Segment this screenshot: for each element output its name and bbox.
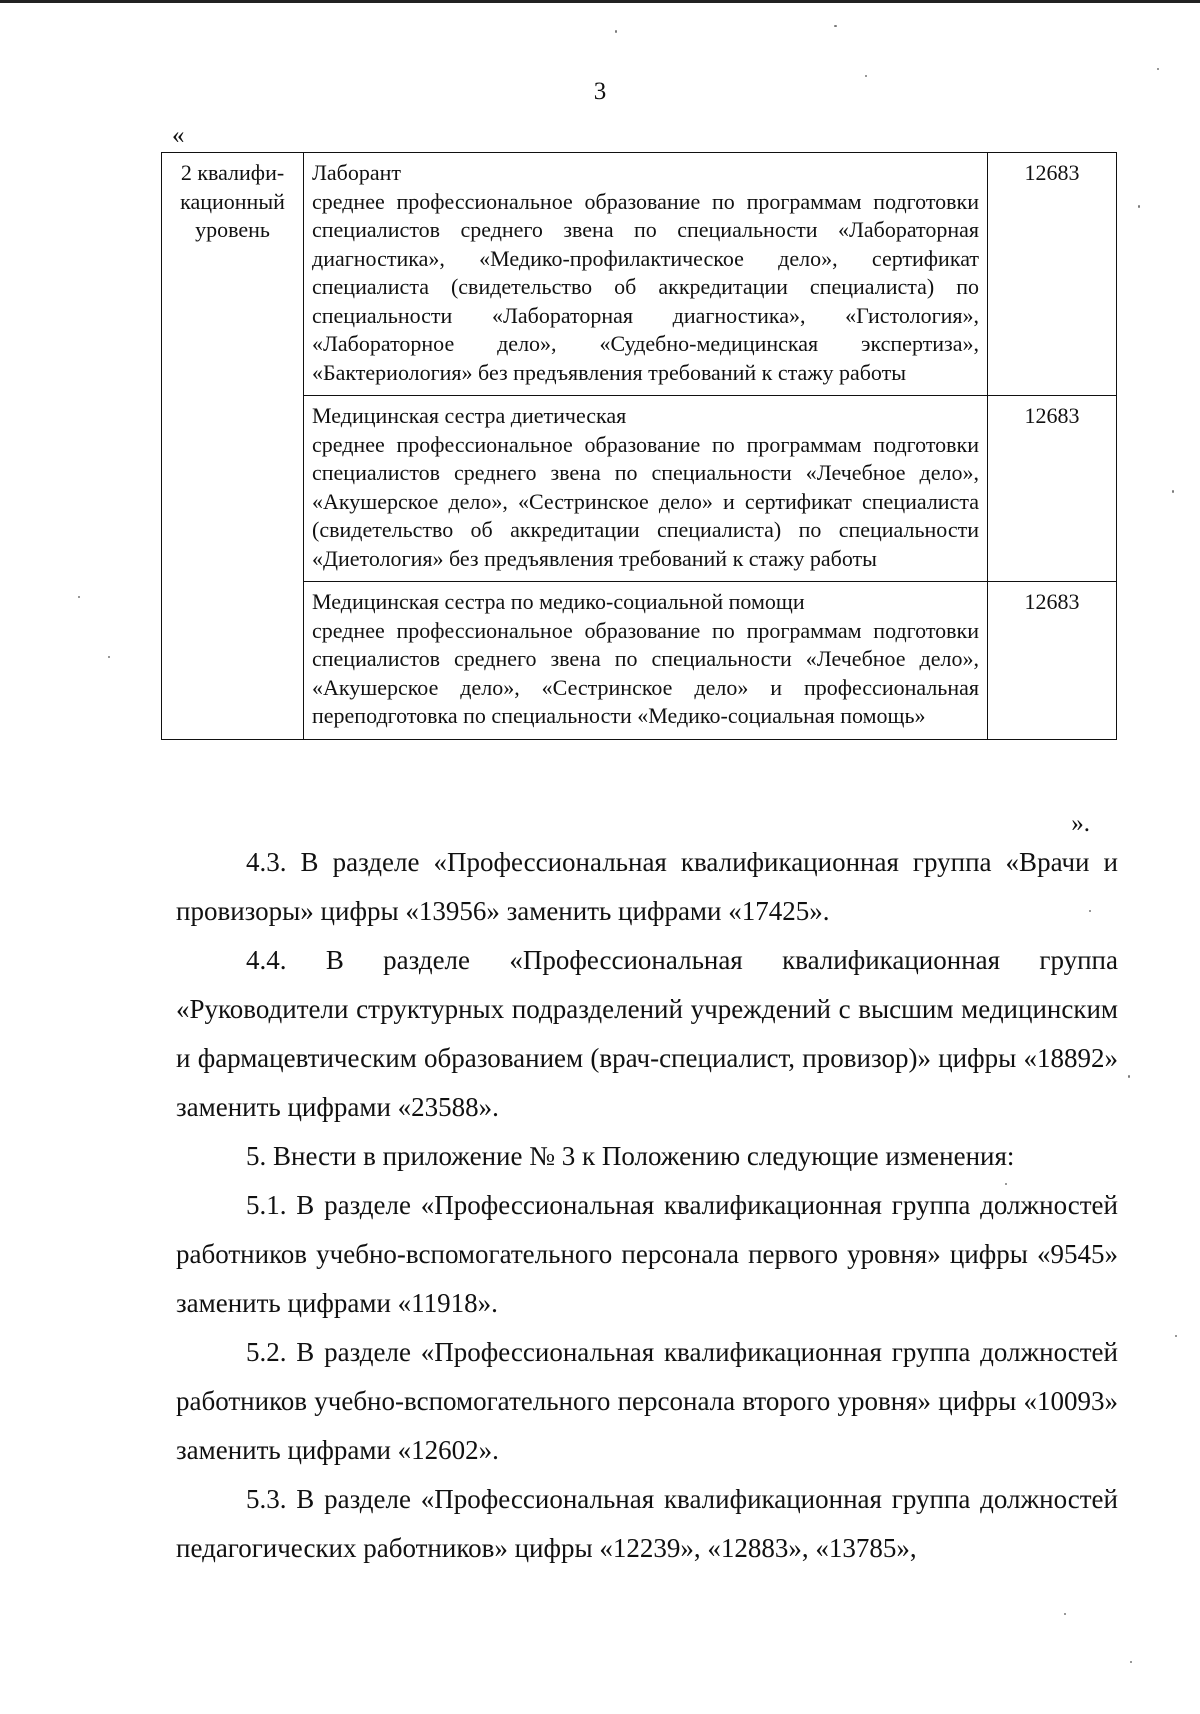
scan-speck	[615, 30, 617, 33]
scan-speck	[78, 596, 80, 598]
position-description-cell	[304, 396, 988, 582]
qualification-level-cell: 2 квалифи-кационный уровень	[162, 153, 304, 740]
scan-speck	[834, 25, 837, 27]
position-requirements: среднее профессиональное образование по программам подготовки специалистов среднего звена по специальности «Лабораторная диагностика», «Медико-профилактическое дело», сертификат специалиста (свидетельство об аккредитации специалиста) по специальности «Лабораторная диагностика», «Гистология», «Лабораторное дело», «Судебно-медицинская экспертиза», «Бактериология» без предъявления требований к стажу работы	[312, 188, 979, 385]
scan-speck	[1064, 1613, 1066, 1615]
position-description-cell	[304, 582, 988, 740]
salary-amount-cell: 12683	[988, 582, 1117, 740]
table-row	[162, 582, 1117, 740]
closing-quote-mark: ».	[1071, 810, 1090, 837]
scan-speck	[1157, 68, 1159, 70]
salary-amount-cell: 12683	[988, 153, 1117, 396]
document-body	[176, 838, 1118, 1573]
paragraph-5-2: 5.2. В разделе «Профессиональная квалификационная группа должностей работников учебно-вспомогательного персонала второго уровня» цифры «10093» заменить цифрами «12602».	[176, 1337, 1118, 1465]
scan-speck	[1089, 910, 1091, 912]
position-title: Лаборант	[312, 160, 402, 185]
table-row	[162, 153, 1117, 396]
scan-speck	[1172, 490, 1174, 493]
scan-speck	[1128, 1075, 1130, 1078]
position-title: Медицинская сестра по медико-социальной помощи	[312, 589, 805, 614]
position-requirements: среднее профессиональное образование по программам подготовки специалистов среднего звена по специальности «Лечебное дело», «Акушерское дело», «Сестринское дело» и профессиональная переподготовка по специальности «Медико-социальная помощь»	[312, 617, 979, 728]
scan-speck	[1175, 1335, 1177, 1337]
paragraph-5-3: 5.3. В разделе «Профессиональная квалификационная группа должностей педагогических работников» цифры «12239», «12883», «13785»,	[176, 1484, 1118, 1563]
paragraph-5-1: 5.1. В разделе «Профессиональная квалификационная группа должностей работников учебно-вспомогательного персонала первого уровня» цифры «9545» заменить цифрами «11918».	[176, 1190, 1118, 1318]
page-number: 3	[593, 78, 607, 105]
scan-top-edge	[0, 0, 1200, 3]
position-requirements: среднее профессиональное образование по программам подготовки специалистов среднего звена по специальности «Лечебное дело», «Акушерское дело», «Сестринское дело» и сертификат специалиста (свидетельство об аккредитации специалиста) по специальности «Диетология» без предъявления требований к стажу работы	[312, 431, 979, 571]
position-description-cell	[304, 153, 988, 396]
scan-speck	[865, 75, 867, 77]
qualification-table	[161, 152, 1117, 740]
scan-speck	[108, 656, 110, 658]
salary-amount-cell: 12683	[988, 396, 1117, 582]
scan-speck	[1005, 1183, 1007, 1185]
paragraph-5: 5. Внести в приложение № 3 к Положению следующие изменения:	[246, 1141, 1015, 1171]
opening-quote-mark: «	[172, 122, 185, 149]
scan-speck	[1130, 1661, 1132, 1663]
table-row	[162, 396, 1117, 582]
paragraph-4-3: 4.3. В разделе «Профессиональная квалификационная группа «Врачи и провизоры» цифры «13956» заменить цифрами «17425».	[176, 847, 1118, 926]
position-title: Медицинская сестра диетическая	[312, 403, 627, 428]
scan-speck	[1138, 205, 1140, 208]
paragraph-4-4: 4.4. В разделе «Профессиональная квалификационная группа «Руководители структурных подразделений учреждений с высшим медицинским и фармацевтическим образованием (врач-специалист, провизор)» цифры «18892» заменить цифрами «23588».	[176, 945, 1118, 1122]
